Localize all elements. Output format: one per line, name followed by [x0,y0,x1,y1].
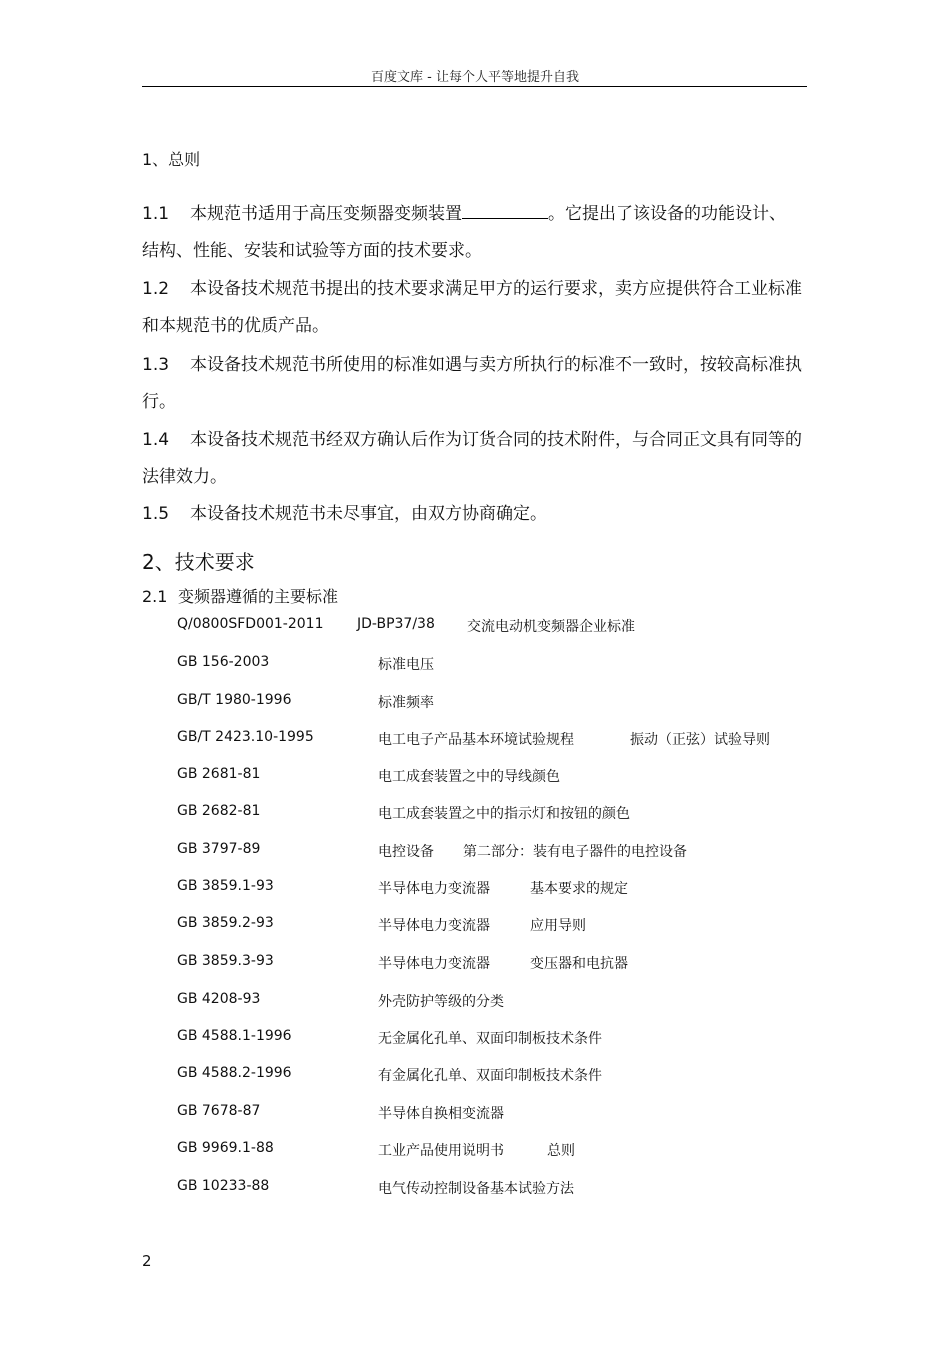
subsection-number: 2.1 [142,587,168,606]
standard-extra: 变压器和电抗器 [530,956,628,972]
subsection-2-1 [142,584,338,607]
standard-code: GB 3797-89 [177,841,261,857]
standard-extra: 交流电动机变频器企业标准 [467,619,635,635]
clause-text-b: 。它提出了该设备的功能设计、结构、性能、安装和试验等方面的技术要求。 [142,204,786,261]
standard-name: 电控设备 [378,844,434,860]
clause-number: 1.4 [142,430,170,450]
standard-name: 外壳防护等级的分类 [378,994,504,1010]
standard-name: 电气传动控制设备基本试验方法 [378,1181,574,1197]
standard-extra: 总则 [547,1143,575,1159]
clause-text-a: 本规范书适用于高压变频器变频装置 [190,204,462,224]
standard-name: 无金属化孔单、双面印制板技术条件 [378,1031,602,1047]
standard-name: JD-BP37/38 [357,616,435,632]
clause-text: 本设备技术规范书提出的技术要求满足甲方的运行要求，卖方应提供符合工业标准和本规范书的优质产品。 [142,279,802,336]
clause-1-2 [142,271,802,345]
standard-name: 有金属化孔单、双面印制板技术条件 [378,1068,602,1084]
standard-code: GB 2682-81 [177,803,261,819]
clause-number: 1.5 [142,504,170,524]
clause-text: 本设备技术规范书所使用的标准如遇与卖方所执行的标准不一致时，按较高标准执行。 [142,355,802,412]
clause-1-3 [142,347,802,421]
standard-name: 电工成套装置之中的指示灯和按钮的颜色 [378,806,630,822]
standard-name: 半导体电力变流器 [378,881,490,897]
clause-1-4 [142,422,802,496]
standard-code: GB/T 2423.10-1995 [177,729,314,745]
clause-text: 本设备技术规范书未尽事宜，由双方协商确定。 [190,504,547,524]
standard-extra: 应用导则 [530,918,586,934]
standard-name: 半导体电力变流器 [378,956,490,972]
standard-code: GB 156-2003 [177,654,270,670]
clause-number: 1.3 [142,355,170,375]
clause-1-1 [142,196,802,270]
standard-name: 半导体电力变流器 [378,918,490,934]
standard-name: 电工电子产品基本环境试验规程 [378,732,574,748]
standard-name: 半导体自换相变流器 [378,1106,504,1122]
standard-code: GB 3859.1-93 [177,878,274,894]
section-1-title: 1、总则 [142,150,201,169]
clause-text: 本设备技术规范书经双方确认后作为订货合同的技术附件，与合同正文具有同等的法律效力。 [142,430,802,487]
clause-number: 1.1 [142,204,170,224]
standard-code: GB 7678-87 [177,1103,261,1119]
standard-extra: 基本要求的规定 [530,881,628,897]
clause-number: 1.2 [142,279,170,299]
header-divider [142,86,807,87]
page-number: 2 [142,1252,152,1270]
standard-code: GB 3859.3-93 [177,953,274,969]
standard-code: GB 2681-81 [177,766,261,782]
standard-code: GB 4208-93 [177,991,261,1007]
clause-1-5 [142,496,802,533]
standard-code: GB 4588.2-1996 [177,1065,292,1081]
section-2-title: 2、技术要求 [142,550,255,574]
standard-code: GB/T 1980-1996 [177,692,292,708]
standard-code: GB 9969.1-88 [177,1140,274,1156]
standard-name: 工业产品使用说明书 [378,1143,504,1159]
standard-extra: 振动（正弦）试验导则 [630,732,770,748]
standard-code: GB 4588.1-1996 [177,1028,292,1044]
standard-extra: 第二部分：装有电子器件的电控设备 [463,844,687,860]
standard-name: 标准频率 [378,695,434,711]
standard-code: Q/0800SFD001-2011 [177,616,324,632]
subsection-title: 变频器遵循的主要标准 [178,587,339,606]
blank-underline [462,218,548,219]
page-header: 百度文库 - 让每个人平等地提升自我 [371,70,579,85]
standard-name: 电工成套装置之中的导线颜色 [378,769,560,785]
standard-name: 标准电压 [378,657,434,673]
standard-code: GB 3859.2-93 [177,915,274,931]
standard-code: GB 10233-88 [177,1178,270,1194]
